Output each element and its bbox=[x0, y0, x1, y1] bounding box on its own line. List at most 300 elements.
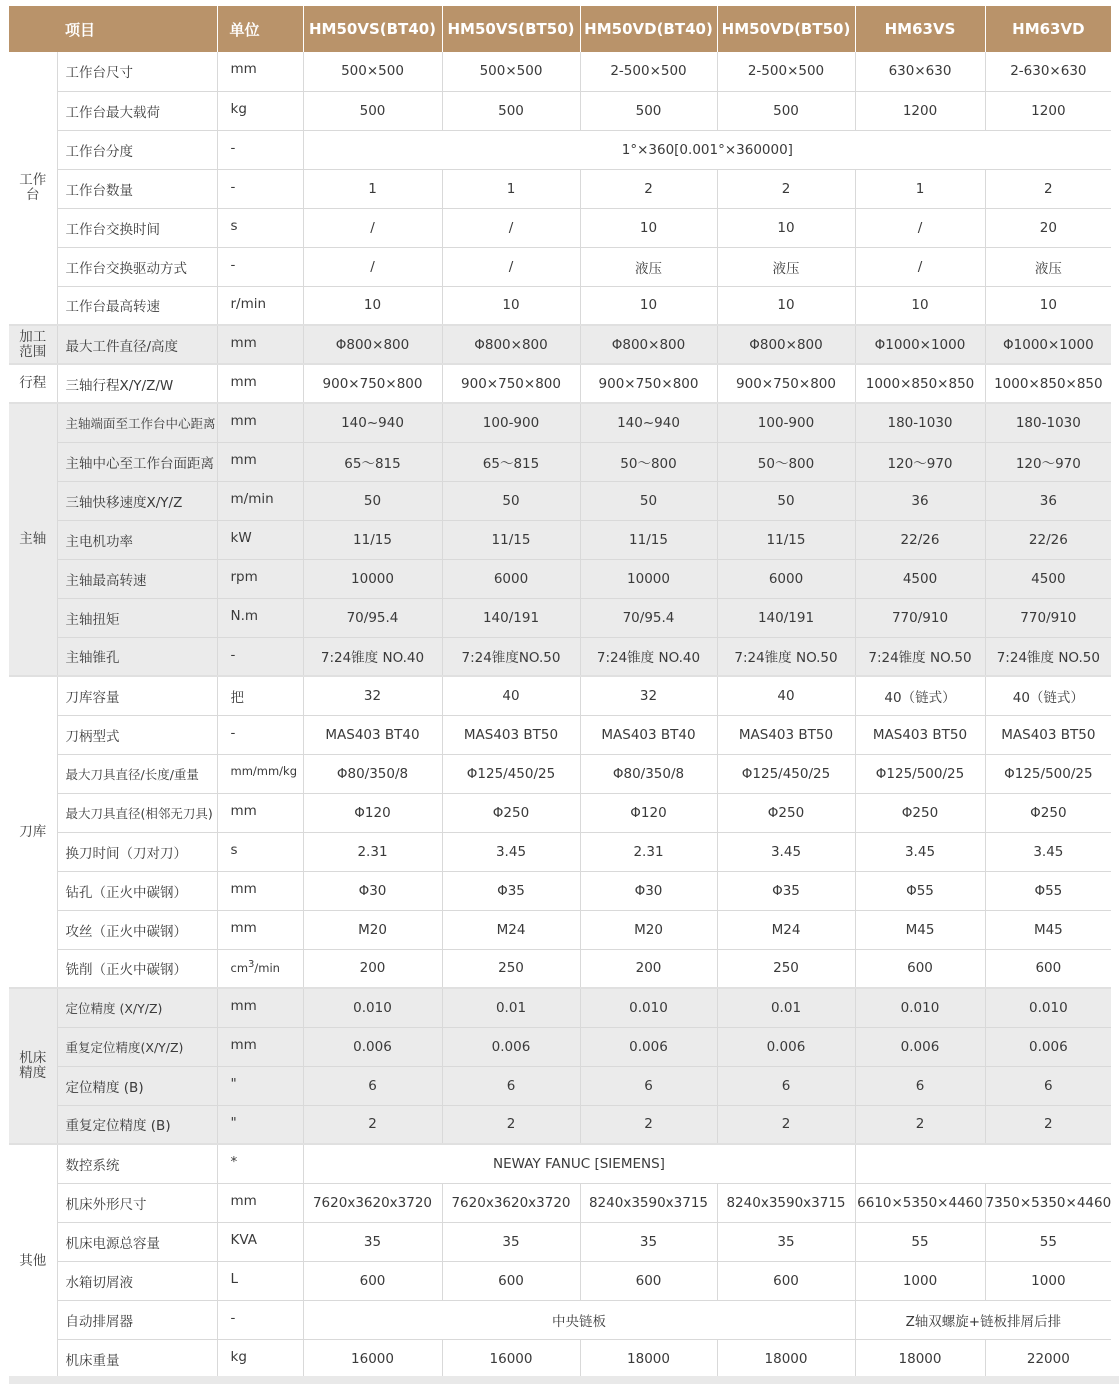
category-cell: 机床精度 bbox=[9, 988, 57, 1144]
value-cell: 6610×5350×4460 bbox=[855, 1183, 985, 1222]
value-cell: 4500 bbox=[985, 559, 1111, 598]
value-cell: Φ250 bbox=[855, 793, 985, 832]
value-cell: 22000 bbox=[985, 1339, 1111, 1378]
value-cell: 10 bbox=[717, 208, 855, 247]
table-row bbox=[9, 1027, 1111, 1066]
table-row bbox=[9, 130, 1111, 169]
value-cell: Φ1000×1000 bbox=[855, 325, 985, 364]
value-cell: 6 bbox=[985, 1066, 1111, 1105]
table-row bbox=[9, 1222, 1111, 1261]
value-cell: 10 bbox=[985, 286, 1111, 325]
value-cell: Φ250 bbox=[985, 793, 1111, 832]
value-cell: 55 bbox=[985, 1222, 1111, 1261]
table-row bbox=[9, 598, 1111, 637]
table-row bbox=[9, 1105, 1111, 1144]
table-row bbox=[9, 1261, 1111, 1300]
unit-cell: mm bbox=[217, 793, 303, 832]
category-cell: 刀库 bbox=[9, 676, 57, 988]
value-cell: 3.45 bbox=[985, 832, 1111, 871]
value-cell: 600 bbox=[717, 1261, 855, 1300]
value-cell: Φ125/450/25 bbox=[717, 754, 855, 793]
item-cell: 自动排屑器 bbox=[57, 1300, 217, 1339]
value-cell: MAS403 BT50 bbox=[442, 715, 580, 754]
value-cell: 180-1030 bbox=[855, 403, 985, 442]
value-cell: MAS403 BT50 bbox=[855, 715, 985, 754]
value-cell: Φ30 bbox=[303, 871, 442, 910]
value-cell: 0.010 bbox=[855, 988, 985, 1027]
value-cell: 100-900 bbox=[717, 403, 855, 442]
value-cell: 40 bbox=[717, 676, 855, 715]
value-cell: 2 bbox=[985, 1105, 1111, 1144]
value-cell: 18000 bbox=[855, 1339, 985, 1378]
value-cell: MAS403 BT40 bbox=[580, 715, 717, 754]
table-row bbox=[9, 754, 1111, 793]
value-cell: 50 bbox=[580, 481, 717, 520]
value-cell: 液压 bbox=[985, 247, 1111, 286]
item-cell: 数控系统 bbox=[57, 1144, 217, 1183]
value-cell: 2-500×500 bbox=[580, 52, 717, 91]
value-cell: 770/910 bbox=[855, 598, 985, 637]
item-cell: 机床电源总容量 bbox=[57, 1222, 217, 1261]
item-cell: 工作台尺寸 bbox=[57, 52, 217, 91]
value-cell: Φ800×800 bbox=[303, 325, 442, 364]
unit-cell: L bbox=[217, 1261, 303, 1300]
value-cell: M24 bbox=[442, 910, 580, 949]
value-cell: 1000×850×850 bbox=[855, 364, 985, 403]
table-header-row bbox=[9, 6, 1111, 52]
value-cell: 140/191 bbox=[717, 598, 855, 637]
value-cell: 11/15 bbox=[303, 520, 442, 559]
table-row bbox=[9, 1300, 1111, 1339]
value-cell: Φ125/450/25 bbox=[442, 754, 580, 793]
value-cell: / bbox=[442, 208, 580, 247]
value-cell: 7:24锥度 NO.40 bbox=[580, 637, 717, 676]
value-cell: 10 bbox=[855, 286, 985, 325]
table-row bbox=[9, 52, 1111, 91]
value-cell: 7:24锥度 NO.40 bbox=[303, 637, 442, 676]
item-cell: 工作台交换时间 bbox=[57, 208, 217, 247]
table-row bbox=[9, 1183, 1111, 1222]
unit-cell: mm/mm/kg bbox=[217, 754, 303, 793]
value-cell: 8240x3590x3715 bbox=[580, 1183, 717, 1222]
header-unit: 单位 bbox=[217, 6, 303, 52]
value-cell: 600 bbox=[580, 1261, 717, 1300]
value-cell: 2 bbox=[442, 1105, 580, 1144]
value-cell: 0.006 bbox=[303, 1027, 442, 1066]
unit-cell: s bbox=[217, 832, 303, 871]
item-cell: 机床重量 bbox=[57, 1339, 217, 1378]
value-cell: 40（链式） bbox=[855, 676, 985, 715]
value-cell: M45 bbox=[855, 910, 985, 949]
value-cell: 500 bbox=[717, 91, 855, 130]
value-cell: 630×630 bbox=[855, 52, 985, 91]
table-row bbox=[9, 325, 1111, 364]
value-cell: 50～800 bbox=[580, 442, 717, 481]
value-cell: Φ30 bbox=[580, 871, 717, 910]
table-row bbox=[9, 1066, 1111, 1105]
item-cell: 主电机功率 bbox=[57, 520, 217, 559]
value-cell: 600 bbox=[985, 949, 1111, 988]
value-cell: 10000 bbox=[580, 559, 717, 598]
value-cell: 1200 bbox=[855, 91, 985, 130]
table-row bbox=[9, 949, 1111, 988]
value-cell: 3.45 bbox=[442, 832, 580, 871]
unit-cell: KVA bbox=[217, 1222, 303, 1261]
value-cell: 35 bbox=[303, 1222, 442, 1261]
table-row bbox=[9, 481, 1111, 520]
header-item: 项目 bbox=[9, 6, 217, 52]
value-cell: 600 bbox=[303, 1261, 442, 1300]
value-cell: 0.006 bbox=[855, 1027, 985, 1066]
value-cell: Φ125/500/25 bbox=[985, 754, 1111, 793]
unit-cell: s bbox=[217, 208, 303, 247]
value-cell: 1 bbox=[442, 169, 580, 208]
value-cell: 6 bbox=[442, 1066, 580, 1105]
value-cell: 65～815 bbox=[442, 442, 580, 481]
item-cell: 重复定位精度 (B) bbox=[57, 1105, 217, 1144]
value-cell: Φ80/350/8 bbox=[303, 754, 442, 793]
value-cell: 7:24锥度 NO.50 bbox=[717, 637, 855, 676]
value-cell: 22/26 bbox=[985, 520, 1111, 559]
value-cell: 120～970 bbox=[985, 442, 1111, 481]
value-cell: Φ80/350/8 bbox=[580, 754, 717, 793]
unit-cell: mm bbox=[217, 1183, 303, 1222]
header-model: HM50VD(BT40) bbox=[580, 6, 717, 52]
value-cell: 2 bbox=[717, 1105, 855, 1144]
unit-cell: - bbox=[217, 715, 303, 754]
value-cell: 500×500 bbox=[303, 52, 442, 91]
value-cell-spanned bbox=[855, 1144, 1111, 1183]
value-cell: 0.006 bbox=[985, 1027, 1111, 1066]
value-cell: 2-630×630 bbox=[985, 52, 1111, 91]
value-cell: 6000 bbox=[442, 559, 580, 598]
value-cell: 20 bbox=[985, 208, 1111, 247]
item-cell: 工作台最高转速 bbox=[57, 286, 217, 325]
value-cell: 10 bbox=[717, 286, 855, 325]
header-model: HM50VS(BT50) bbox=[442, 6, 580, 52]
value-cell: MAS403 BT50 bbox=[717, 715, 855, 754]
value-cell: 1000 bbox=[985, 1261, 1111, 1300]
value-cell: Φ55 bbox=[985, 871, 1111, 910]
value-cell: 8240x3590x3715 bbox=[717, 1183, 855, 1222]
value-cell: 22/26 bbox=[855, 520, 985, 559]
value-cell: 140~940 bbox=[580, 403, 717, 442]
value-cell: / bbox=[303, 247, 442, 286]
value-cell: 1 bbox=[303, 169, 442, 208]
value-cell: 35 bbox=[717, 1222, 855, 1261]
unit-cell: " bbox=[217, 1066, 303, 1105]
value-cell: Φ35 bbox=[442, 871, 580, 910]
value-cell: / bbox=[303, 208, 442, 247]
unit-cell: mm bbox=[217, 1027, 303, 1066]
value-cell: 11/15 bbox=[442, 520, 580, 559]
unit-cell: - bbox=[217, 169, 303, 208]
unit-cell: mm bbox=[217, 52, 303, 91]
value-cell: 55 bbox=[855, 1222, 985, 1261]
table-row bbox=[9, 1144, 1111, 1183]
value-cell: 0.01 bbox=[717, 988, 855, 1027]
item-cell: 工作台交换驱动方式 bbox=[57, 247, 217, 286]
value-cell: 7:24锥度 NO.50 bbox=[985, 637, 1111, 676]
value-cell: 10000 bbox=[303, 559, 442, 598]
item-cell: 三轴行程X/Y/Z/W bbox=[57, 364, 217, 403]
value-cell: 7:24锥度NO.50 bbox=[442, 637, 580, 676]
unit-cell: mm bbox=[217, 364, 303, 403]
item-cell: 钻孔（正火中碳钢） bbox=[57, 871, 217, 910]
item-cell: 主轴端面至工作台中心距离 bbox=[57, 403, 217, 442]
unit-cell: kg bbox=[217, 1339, 303, 1378]
value-cell: 250 bbox=[717, 949, 855, 988]
unit-cell: N.m bbox=[217, 598, 303, 637]
value-cell: / bbox=[855, 247, 985, 286]
value-cell: 2 bbox=[580, 169, 717, 208]
item-cell: 换刀时间（刀对刀） bbox=[57, 832, 217, 871]
value-cell: 50 bbox=[442, 481, 580, 520]
category-cell: 其他 bbox=[9, 1144, 57, 1378]
value-cell: 140~940 bbox=[303, 403, 442, 442]
value-cell: 6 bbox=[580, 1066, 717, 1105]
value-cell: Φ125/500/25 bbox=[855, 754, 985, 793]
value-cell: 40 bbox=[442, 676, 580, 715]
value-cell-spanned: 1°×360[0.001°×360000] bbox=[303, 130, 1111, 169]
value-cell: 液压 bbox=[717, 247, 855, 286]
item-cell: 重复定位精度(X/Y/Z) bbox=[57, 1027, 217, 1066]
value-cell: 18000 bbox=[717, 1339, 855, 1378]
value-cell-spanned: Z轴双螺旋+链板排屑后排 bbox=[855, 1300, 1111, 1339]
category-cell: 加工范围 bbox=[9, 325, 57, 364]
table-row bbox=[9, 442, 1111, 481]
value-cell: 6 bbox=[855, 1066, 985, 1105]
value-cell: 200 bbox=[303, 949, 442, 988]
value-cell: 50 bbox=[717, 481, 855, 520]
item-cell: 工作台分度 bbox=[57, 130, 217, 169]
value-cell: 1 bbox=[855, 169, 985, 208]
value-cell: Φ55 bbox=[855, 871, 985, 910]
value-cell: 16000 bbox=[442, 1339, 580, 1378]
unit-cell: mm bbox=[217, 403, 303, 442]
value-cell: 140/191 bbox=[442, 598, 580, 637]
value-cell-spanned: NEWAY FANUC [SIEMENS] bbox=[303, 1144, 855, 1183]
value-cell: 900×750×800 bbox=[303, 364, 442, 403]
value-cell: 2.31 bbox=[303, 832, 442, 871]
value-cell: 200 bbox=[580, 949, 717, 988]
item-cell: 水箱切屑液 bbox=[57, 1261, 217, 1300]
table-row bbox=[9, 832, 1111, 871]
header-model: HM50VD(BT50) bbox=[717, 6, 855, 52]
value-cell-spanned: 中央链板 bbox=[303, 1300, 855, 1339]
value-cell: 600 bbox=[442, 1261, 580, 1300]
value-cell: 4500 bbox=[855, 559, 985, 598]
item-cell: 攻丝（正火中碳钢） bbox=[57, 910, 217, 949]
value-cell: 2 bbox=[855, 1105, 985, 1144]
table-row bbox=[9, 793, 1111, 832]
spec-body bbox=[9, 52, 1111, 1378]
value-cell: 500 bbox=[303, 91, 442, 130]
value-cell: 0.010 bbox=[985, 988, 1111, 1027]
value-cell: 900×750×800 bbox=[717, 364, 855, 403]
unit-cell: mm bbox=[217, 325, 303, 364]
item-cell: 铣削（正火中碳钢） bbox=[57, 949, 217, 988]
item-cell: 三轴快移速度X/Y/Z bbox=[57, 481, 217, 520]
value-cell: 500 bbox=[442, 91, 580, 130]
value-cell: 10 bbox=[442, 286, 580, 325]
value-cell: 32 bbox=[580, 676, 717, 715]
value-cell: 32 bbox=[303, 676, 442, 715]
value-cell: 70/95.4 bbox=[303, 598, 442, 637]
value-cell: 70/95.4 bbox=[580, 598, 717, 637]
table-row bbox=[9, 559, 1111, 598]
table-row bbox=[9, 520, 1111, 559]
unit-cell: mm bbox=[217, 871, 303, 910]
unit-cell: mm bbox=[217, 910, 303, 949]
value-cell: 65～815 bbox=[303, 442, 442, 481]
value-cell: 液压 bbox=[580, 247, 717, 286]
value-cell: 2 bbox=[303, 1105, 442, 1144]
value-cell: 18000 bbox=[580, 1339, 717, 1378]
value-cell: Φ35 bbox=[717, 871, 855, 910]
value-cell: 16000 bbox=[303, 1339, 442, 1378]
value-cell: 35 bbox=[580, 1222, 717, 1261]
unit-cell: - bbox=[217, 130, 303, 169]
value-cell: 2-500×500 bbox=[717, 52, 855, 91]
value-cell: 3.45 bbox=[855, 832, 985, 871]
item-cell: 最大刀具直径/长度/重量 bbox=[57, 754, 217, 793]
value-cell: 0.010 bbox=[580, 988, 717, 1027]
unit-cell: kg bbox=[217, 91, 303, 130]
header-model: HM63VS bbox=[855, 6, 985, 52]
item-cell: 工作台最大载荷 bbox=[57, 91, 217, 130]
unit-cell: mm bbox=[217, 442, 303, 481]
table-row bbox=[9, 637, 1111, 676]
header-model: HM63VD bbox=[985, 6, 1111, 52]
value-cell: M24 bbox=[717, 910, 855, 949]
value-cell: 3.45 bbox=[717, 832, 855, 871]
value-cell: 2.31 bbox=[580, 832, 717, 871]
table-row bbox=[9, 364, 1111, 403]
value-cell: 50 bbox=[303, 481, 442, 520]
unit-cell: m/min bbox=[217, 481, 303, 520]
value-cell: 900×750×800 bbox=[580, 364, 717, 403]
value-cell: / bbox=[442, 247, 580, 286]
value-cell: 10 bbox=[580, 286, 717, 325]
table-row bbox=[9, 208, 1111, 247]
value-cell: 50～800 bbox=[717, 442, 855, 481]
value-cell: 500 bbox=[580, 91, 717, 130]
value-cell: 36 bbox=[985, 481, 1111, 520]
unit-cell: kW bbox=[217, 520, 303, 559]
value-cell: 6 bbox=[303, 1066, 442, 1105]
value-cell: 250 bbox=[442, 949, 580, 988]
value-cell: 7350×5350×4460 bbox=[985, 1183, 1111, 1222]
value-cell: 6000 bbox=[717, 559, 855, 598]
value-cell: 1000 bbox=[855, 1261, 985, 1300]
category-cell: 工作台 bbox=[9, 52, 57, 325]
value-cell: 900×750×800 bbox=[442, 364, 580, 403]
unit-cell: " bbox=[217, 1105, 303, 1144]
value-cell: 35 bbox=[442, 1222, 580, 1261]
value-cell: 500×500 bbox=[442, 52, 580, 91]
table-row bbox=[9, 286, 1111, 325]
value-cell: 2 bbox=[985, 169, 1111, 208]
value-cell: 0.006 bbox=[442, 1027, 580, 1066]
value-cell: 6 bbox=[717, 1066, 855, 1105]
value-cell: 0.006 bbox=[580, 1027, 717, 1066]
value-cell: Φ800×800 bbox=[717, 325, 855, 364]
item-cell: 主轴中心至工作台面距离 bbox=[57, 442, 217, 481]
value-cell: MAS403 BT40 bbox=[303, 715, 442, 754]
value-cell: Φ120 bbox=[580, 793, 717, 832]
value-cell: 0.010 bbox=[303, 988, 442, 1027]
unit-cell: r/min bbox=[217, 286, 303, 325]
value-cell: 10 bbox=[580, 208, 717, 247]
spec-table bbox=[9, 6, 1111, 1379]
item-cell: 主轴最高转速 bbox=[57, 559, 217, 598]
unit-cell: - bbox=[217, 247, 303, 286]
value-cell: M20 bbox=[580, 910, 717, 949]
value-cell: 100-900 bbox=[442, 403, 580, 442]
unit-cell: - bbox=[217, 637, 303, 676]
item-cell: 刀柄型式 bbox=[57, 715, 217, 754]
value-cell: 11/15 bbox=[580, 520, 717, 559]
header-model: HM50VS(BT40) bbox=[303, 6, 442, 52]
value-cell: 10 bbox=[303, 286, 442, 325]
value-cell: Φ800×800 bbox=[580, 325, 717, 364]
value-cell: 11/15 bbox=[717, 520, 855, 559]
value-cell: 7620x3620x3720 bbox=[442, 1183, 580, 1222]
value-cell: 2 bbox=[717, 169, 855, 208]
item-cell: 定位精度 (X/Y/Z) bbox=[57, 988, 217, 1027]
item-cell: 定位精度 (B) bbox=[57, 1066, 217, 1105]
value-cell: Φ250 bbox=[717, 793, 855, 832]
value-cell: 0.01 bbox=[442, 988, 580, 1027]
item-cell: 工作台数量 bbox=[57, 169, 217, 208]
value-cell: 1200 bbox=[985, 91, 1111, 130]
table-row bbox=[9, 988, 1111, 1027]
table-row bbox=[9, 247, 1111, 286]
item-cell: 最大刀具直径(相邻无刀具) bbox=[57, 793, 217, 832]
table-row bbox=[9, 676, 1111, 715]
value-cell: 120～970 bbox=[855, 442, 985, 481]
value-cell: 770/910 bbox=[985, 598, 1111, 637]
item-cell: 主轴扭矩 bbox=[57, 598, 217, 637]
value-cell: 1000×850×850 bbox=[985, 364, 1111, 403]
value-cell: M45 bbox=[985, 910, 1111, 949]
value-cell: 40（链式） bbox=[985, 676, 1111, 715]
item-cell: 机床外形尺寸 bbox=[57, 1183, 217, 1222]
table-row bbox=[9, 715, 1111, 754]
value-cell: 36 bbox=[855, 481, 985, 520]
bottom-bar bbox=[9, 1376, 1119, 1384]
category-cell: 行程 bbox=[9, 364, 57, 403]
table-row bbox=[9, 1339, 1111, 1378]
table-row bbox=[9, 91, 1111, 130]
value-cell: 7:24锥度 NO.50 bbox=[855, 637, 985, 676]
table-row bbox=[9, 169, 1111, 208]
value-cell: MAS403 BT50 bbox=[985, 715, 1111, 754]
value-cell: 7620x3620x3720 bbox=[303, 1183, 442, 1222]
value-cell: 2 bbox=[580, 1105, 717, 1144]
table-row bbox=[9, 871, 1111, 910]
value-cell: M20 bbox=[303, 910, 442, 949]
value-cell: 0.006 bbox=[717, 1027, 855, 1066]
value-cell: 180-1030 bbox=[985, 403, 1111, 442]
table-row bbox=[9, 910, 1111, 949]
item-cell: 刀库容量 bbox=[57, 676, 217, 715]
value-cell: Φ250 bbox=[442, 793, 580, 832]
unit-cell: * bbox=[217, 1144, 303, 1183]
unit-cell: rpm bbox=[217, 559, 303, 598]
category-cell: 主轴 bbox=[9, 403, 57, 676]
